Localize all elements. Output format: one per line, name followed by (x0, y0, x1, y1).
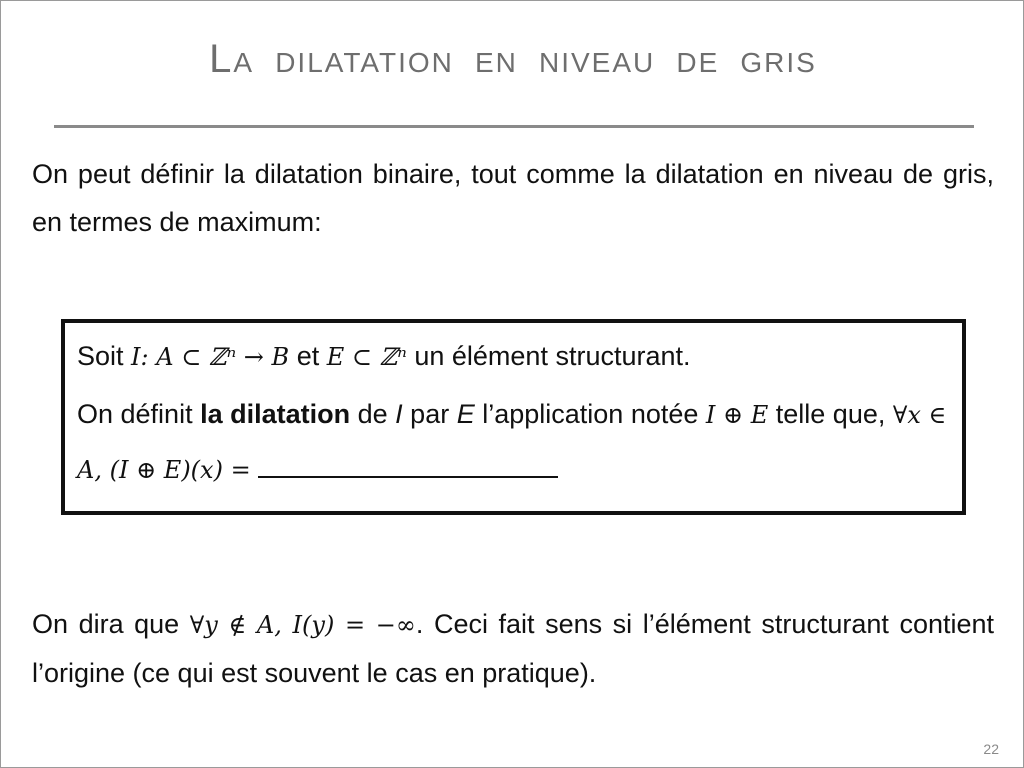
symbol-E: E (456, 399, 475, 429)
definition-text: telle que, (768, 399, 893, 429)
math-structuring-set: E ⊂ ℤⁿ (326, 343, 407, 371)
definition-text: de (350, 399, 396, 429)
slide-title: La dilatation en niveau de gris (209, 37, 817, 81)
definition-line-2 (77, 387, 962, 497)
math-dilation-formula: ∀x ∈ A, (I ⊕ E)(x) = (77, 401, 947, 484)
math-mapping: I: A ⊂ ℤⁿ → B (131, 343, 290, 371)
definition-text: un élément structurant. (406, 341, 691, 371)
conclusion-text: . Ceci fait sens si l’élément structurant contient l’origine (ce qui est souvent le cas en pratique). (32, 609, 995, 688)
definition-text: par (402, 399, 457, 429)
conclusion-text: On dira que (32, 609, 190, 639)
intro-paragraph: On peut définir la dilatation binaire, tout comme la dilatation en niveau de gris, en termes de maximum: (32, 159, 994, 237)
symbol-I: I (395, 399, 403, 429)
page-number: 22 (983, 741, 999, 757)
definition-text: et (289, 341, 327, 371)
definition-text: l’application notée (474, 399, 706, 429)
conclusion-paragraph (32, 600, 994, 697)
definition-box (61, 319, 966, 515)
definition-text: Soit (77, 341, 132, 371)
definition-line-1 (77, 331, 962, 382)
definition-term: la dilatation (200, 399, 351, 429)
math-dilation-notation: I ⊕ E (705, 401, 769, 429)
title-divider (54, 125, 974, 128)
definition-text: On définit (77, 399, 201, 429)
math-outside-domain: ∀y ∉ A, I(y) = −∞ (189, 611, 416, 639)
fill-in-blank (258, 456, 558, 478)
